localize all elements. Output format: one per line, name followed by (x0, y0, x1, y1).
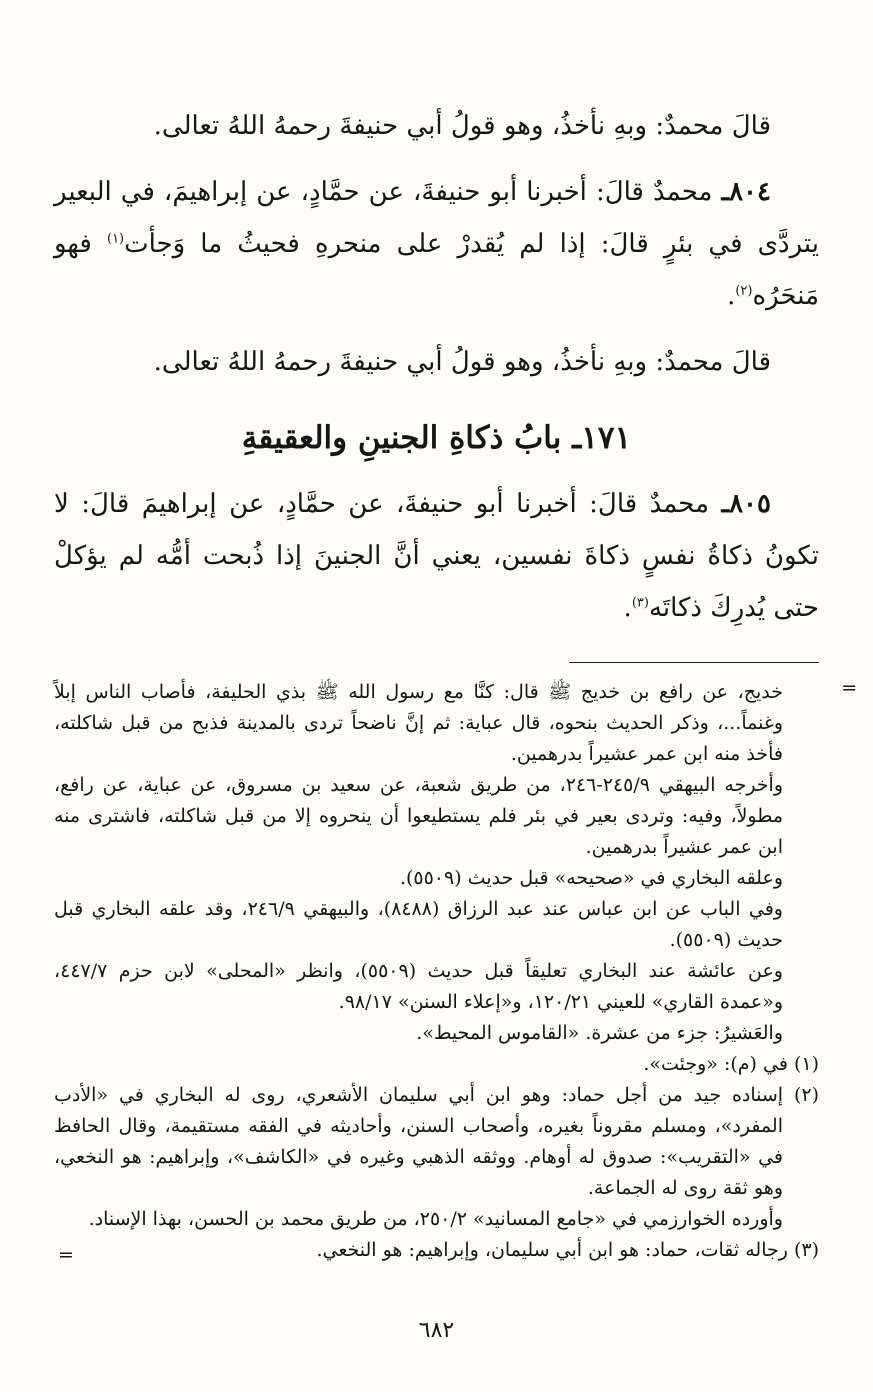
hadith-804-text: محمدٌ قالَ: أخبرنا أبو حنيفةَ، عن حمَّادٍ، عن إبراهيمَ، في البعير يتردَّى في بئرٍ قالَ: إذا لم يُقدرْ على منحرهِ فحيثُ ما وَجأت (54, 177, 820, 259)
footnote-text: خديج، عن رافع بن خديج ﷺ قال: كنَّا مع رسول الله ﷺ بذي الحليفة، فأصاب الناس إبلاً وغنماً...، وذكر الحديث بنحوه، قال عباية: ثم إنَّ ناضحاً تردى بالمدينة فذبح من قبل شاكلته، فأخذ منه ابن عمر عشيراً بدرهمين. (54, 681, 783, 765)
footnote-text: والعَشيرُ: جزء من عشرة. «القاموس المحيط». (416, 1022, 783, 1044)
footnote-ref-2[interactable]: (٢) (735, 283, 753, 299)
paragraph-statement-1: قالَ محمدٌ: وبهِ نأخذُ، وهو قولُ أبي حنيفةَ رحمهُ اللهُ تعالى. (153, 111, 771, 141)
hadith-805-text: محمدٌ قالَ: أخبرنا أبو حنيفةَ، عن حمَّادٍ، عن إبراهيمَ قالَ: لا تكونُ ذكاةُ نفسٍ ذكاةَ نفسين، يعني أنَّ الجنينَ إذا ذُبحت أمُّه لم يؤكلْ حتى يُدرِكَ ذكاتَه (54, 489, 819, 623)
hadith-804-text-end: فهو مَنحَرُه (54, 229, 819, 311)
continues-next-page-marker: = (58, 1244, 74, 1266)
hadith-804-period: . (727, 281, 736, 311)
footnote-ref-1[interactable]: (١) (106, 231, 125, 247)
footnote-text: وأخرجه البيهقي ٢٤٥/٩-٢٤٦، من طريق شعبة، عن سعيد بن مسروق، عن عباية، عن رافع، مطولاً، وفيه: وتردى بعير في بئر فلم يستطيعوا أن ينحروه إلا من قبل شاكلته، فاشترى منه ابن عمر عشيراً بدرهمين. (54, 774, 784, 858)
hadith-805-period: . (623, 593, 632, 623)
paragraph-statement-2: قالَ محمدٌ: وبهِ نأخذُ، وهو قولُ أبي حنيفةَ رحمهُ اللهُ تعالى. (153, 347, 771, 377)
footnote-text: وعلقه البخاري في «صحيحه» قبل حديث (٥٥٠٩). (399, 867, 783, 889)
hadith-number-805: ٨٠٥ـ (721, 489, 771, 519)
footnote-separator (569, 662, 819, 663)
hadith-805 (54, 478, 819, 634)
footnote-2: (٢) إسناده جيد من أجل حماد: وهو ابن أبي سليمان الأشعري، روى له البخاري في «الأدب المفرد»، ومسلم مقروناً بغيره، وأصحاب السنن، وأحاديثه في الفقه مستقيمة، وقال الحافظ في «التقريب»: صدوق له أوهام. ووثقه الذهبي وغيره في «الكاشف»، وإبراهيم: هو النخعي، وهو ثقة روى له الجماعة. (54, 1084, 819, 1199)
footnote-3-wrapper (54, 1235, 819, 1266)
footnote-ref-3[interactable]: (٣) (631, 595, 649, 611)
continuation-marker: = (841, 677, 857, 699)
footnote-3: (٣) رجاله ثقات، حماد: هو ابن أبي سليمان، وإبراهيم: هو النخعي. (316, 1239, 819, 1261)
page-number: ٦٨٢ (418, 1318, 455, 1343)
footnote-text: وفي الباب عن ابن عباس عند عبد الرزاق (٨٤٨٨)، والبيهقي ٢٤٦/٩، وقد علقه البخاري قبل حديث (٥٥٠٩). (54, 898, 783, 951)
footnote-2-continued: وأورده الخوارزمي في «جامع المسانيد» ٢٥٠/٢، من طريق محمد بن الحسن، بهذا الإسناد. (88, 1208, 783, 1230)
hadith-804 (54, 166, 819, 322)
footnote-text: وعن عائشة عند البخاري تعليقاً قبل حديث (٥٥٠٩)، وانظر «المحلى» لابن حزم ٤٤٧/٧، و«عمدة القاري» للعيني ١٢٠/٢١، و«إعلاء السنن» ٩٨/١٧. (54, 960, 783, 1013)
chapter-title: ١٧١ـ بابُ ذكاةِ الجنينِ والعقيقةِ (241, 420, 632, 456)
footnote-continuation (54, 677, 857, 1049)
main-text (54, 100, 819, 634)
footnote-1: (١) في (م): «وجئت». (643, 1053, 819, 1075)
footnotes (54, 677, 857, 1266)
hadith-number-804: ٨٠٤ـ (721, 177, 771, 207)
